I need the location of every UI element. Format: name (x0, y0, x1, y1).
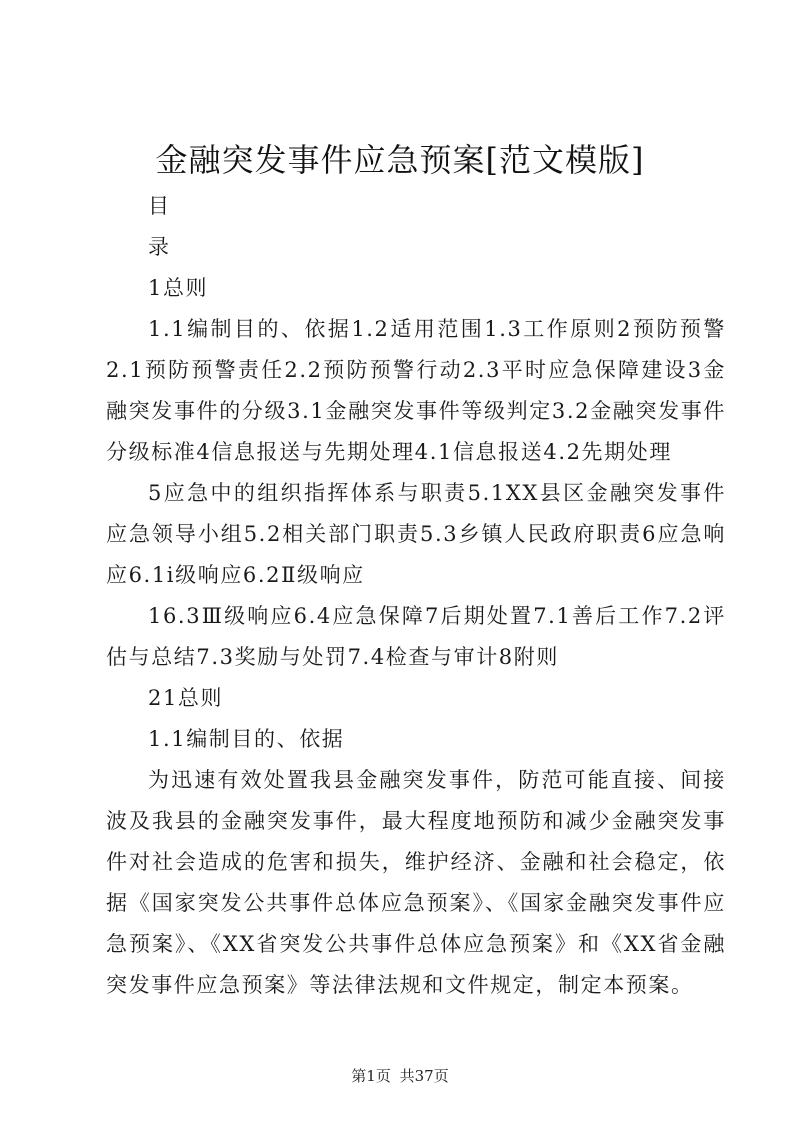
document-title: 金融突发事件应急预案[范文模版] (155, 141, 645, 179)
toc-paragraph: 5应急中的组织指挥体系与职责5.1XX县区金融突发事件应急领导小组5.2相关部门职责5.3乡镇人民政府职责6应急响应6.1i级响应6.2Ⅱ级响应 (106, 481, 726, 587)
page-total: 共37页 (399, 1067, 449, 1085)
toc-paragraph: 1.1编制目的、依据1.2适用范围1.3工作原则2预防预警2.1预防预警责任2.2预防预警行动2.3平时应急保障建设3金融突发事件的分级3.1金融突发事件等级判定3.2金融突发事件分级标准4信息报送与先期处理4.1信息报送4.2先期处理 (106, 317, 726, 464)
page-footer (0, 1065, 800, 1087)
body-paragraph: 为迅速有效处置我县金融突发事件，防范可能直接、间接波及我县的金融突发事件，最大程度地预防和减少金融突发事件对社会造成的危害和损失，维护经济、金融和社会稳定，依据《国家突发公共事件总体应急预案》、《国家金融突发事件应急预案》、《XX省突发公共事件总体应急预案》和《XX省金融突发事件应急预案》等法律法规和文件规定，制定本预案。 (106, 768, 726, 997)
section-heading: 1总则 (148, 276, 209, 300)
page-number: 第1页 (351, 1067, 391, 1085)
toc-heading-part1: 目 (148, 194, 171, 218)
toc-heading-part2: 录 (148, 235, 171, 259)
section-heading: 21总则 (148, 686, 224, 710)
subsection-heading: 1.1编制目的、依据 (148, 727, 345, 751)
toc-paragraph: 16.3Ⅲ级响应6.4应急保障7后期处置7.1善后工作7.2评估与总结7.3奖励与处罚7.4检查与审计8附则 (106, 604, 726, 669)
document-body (106, 186, 726, 1006)
